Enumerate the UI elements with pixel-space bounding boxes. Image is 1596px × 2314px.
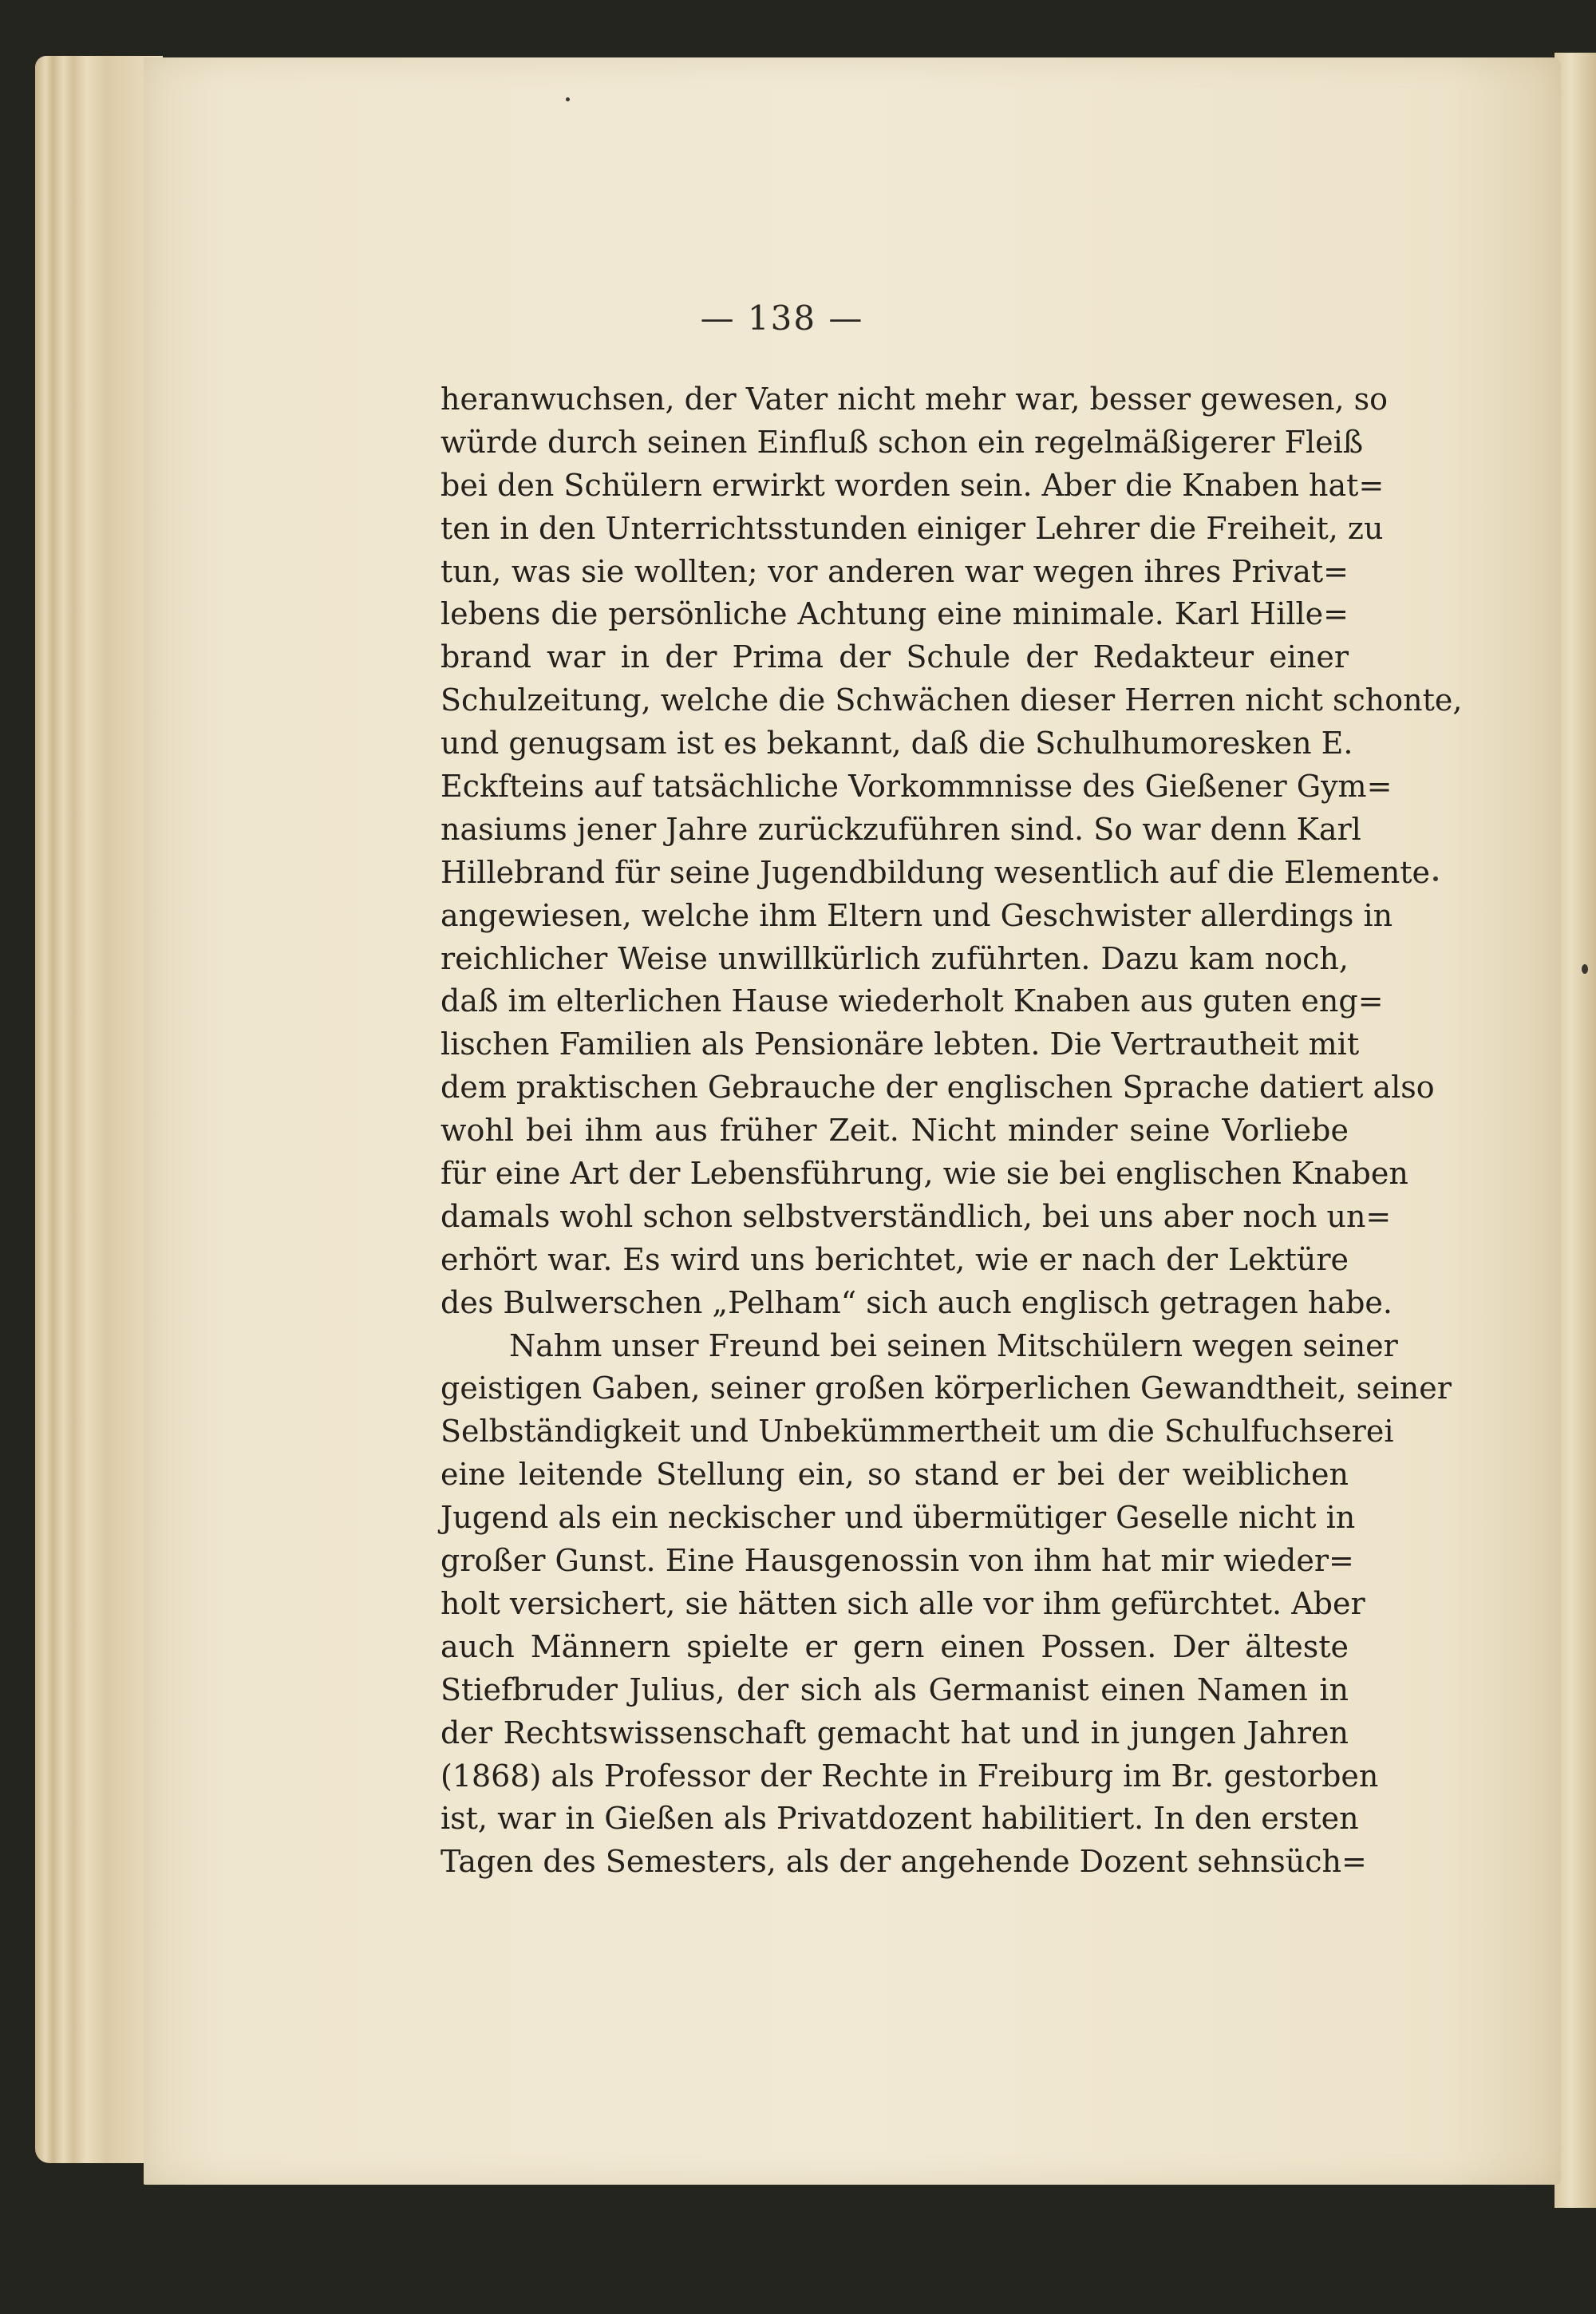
text-line: erhört war. Es wird uns berichtet, wie er nach der Lektüre: [440, 1241, 1349, 1277]
body-text: [440, 378, 1463, 1884]
page-number: — 138 —: [700, 299, 864, 338]
text-line: dem praktischen Gebrauche der englischen Sprache datiert also: [440, 1070, 1435, 1106]
text-line-paragraph-start: Nahm unser Freund bei seinen Mitschülern wegen seiner: [509, 1327, 1398, 1363]
text-line: wohl bei ihm aus früher Zeit. Nicht minder seine Vorliebe: [440, 1113, 1349, 1149]
text-line: des Bulwerschen „Pelham“ sich auch englisch getragen habe.: [440, 1284, 1393, 1320]
text-line: daß im elterlichen Hause wiederholt Knaben aus guten eng=: [440, 983, 1384, 1019]
paper-fleck: [566, 97, 570, 101]
text-line: Selbständigkeit und Unbekümmertheit um die Schulfuchserei: [440, 1414, 1394, 1450]
text-line: heranwuchsen, der Vater nicht mehr war, besser gewesen, so: [440, 382, 1388, 417]
text-line: für eine Art der Lebensführung, wie sie bei englischen Knaben: [440, 1156, 1408, 1192]
text-line: reichlicher Weise unwillkürlich zuführten. Dazu kam noch,: [440, 940, 1349, 976]
text-line: Eckfteins auf tatsächliche Vorkommnisse des Gießener Gym=: [440, 769, 1393, 805]
text-line: und genugsam ist es bekannt, daß die Schulhumoresken E.: [440, 726, 1353, 761]
paper-fleck: [1433, 876, 1438, 881]
paper-fleck: [1582, 964, 1588, 974]
text-line: holt versichert, sie hätten sich alle vor ihm gefürchtet. Aber: [440, 1585, 1365, 1621]
text-line: (1868) als Professor der Rechte in Freiburg im Br. gestorben: [440, 1758, 1379, 1794]
text-line: auch Männern spielte er gern einen Possen. Der älteste: [440, 1628, 1349, 1664]
text-line: lischen Familien als Pensionäre lebten. Die Vertrautheit mit: [440, 1026, 1360, 1062]
text-line: ist, war in Gießen als Privatdozent habilitiert. In den ersten: [440, 1801, 1359, 1837]
text-line: damals wohl schon selbstverständlich, bei uns aber noch un=: [440, 1198, 1392, 1234]
text-line: Stiefbruder Julius, der sich als Germanist einen Namen in: [440, 1671, 1349, 1707]
text-line: bei den Schülern erwirkt worden sein. Aber die Knaben hat=: [440, 467, 1385, 503]
text-line: angewiesen, welche ihm Eltern und Geschwister allerdings in: [440, 897, 1393, 933]
text-line: brand war in der Prima der Schule der Redakteur einer: [440, 639, 1349, 675]
text-line: ten in den Unterrichtsstunden einiger Lehrer die Freiheit, zu: [440, 510, 1384, 546]
text-line: der Rechtswissenschaft gemacht hat und in jungen Jahren: [440, 1715, 1349, 1750]
text-line: Tagen des Semesters, als der angehende Dozent sehnsüch=: [440, 1844, 1367, 1880]
text-line: großer Gunst. Eine Hausgenossin von ihm hat mir wieder=: [440, 1543, 1354, 1579]
text-line: lebens die persönliche Achtung eine minimale. Karl Hille=: [440, 596, 1349, 632]
text-line: Hillebrand für seine Jugendbildung wesentlich auf die Elemente: [440, 854, 1431, 890]
text-line: eine leitende Stellung ein, so stand er bei der weiblichen: [440, 1457, 1349, 1493]
text-line: würde durch seinen Einfluß schon ein regelmäßigerer Fleiß: [440, 424, 1364, 460]
text-line: Schulzeitung, welche die Schwächen dieser Herren nicht schonte,: [440, 682, 1463, 718]
text-line: geistigen Gaben, seiner großen körperlichen Gewandtheit, seiner: [440, 1371, 1452, 1406]
text-line: nasiums jener Jahre zurückzuführen sind. So war denn Karl: [440, 811, 1361, 847]
text-line: Jugend als ein neckischer und übermütiger Geselle nicht in: [440, 1500, 1356, 1536]
text-line: tun, was sie wollten; vor anderen war wegen ihres Privat=: [440, 553, 1349, 589]
